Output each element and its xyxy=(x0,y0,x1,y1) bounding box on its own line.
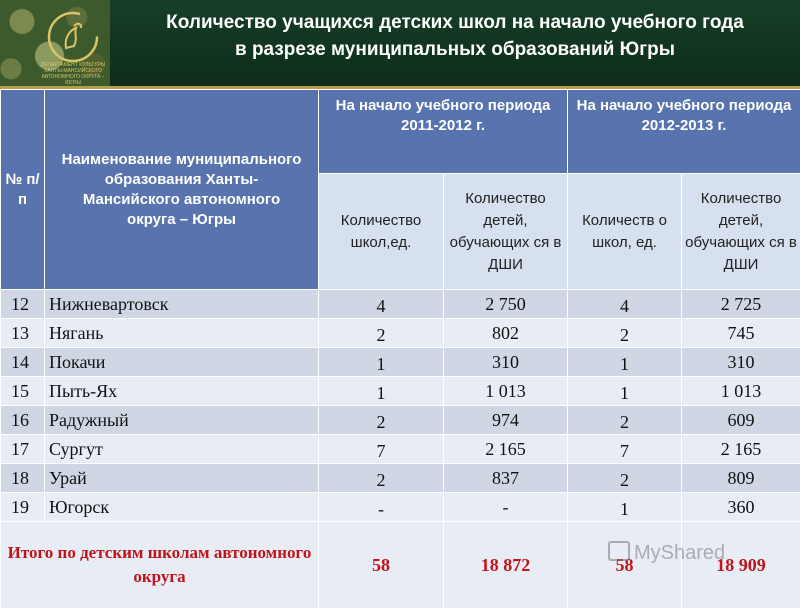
total-label: Итого по детским школам автономного округа xyxy=(1,522,319,609)
row-schools-2011: 2 xyxy=(319,319,444,348)
logo-caption: ДЕПАРТАМЕНТ КУЛЬТУРЫ ХАНТЫ-МАНСИЙСКОГО АВТОНОМНОГО ОКРУГА – ЮГРЫ xyxy=(40,62,106,86)
department-logo-icon xyxy=(44,8,102,66)
table-row xyxy=(1,435,800,464)
row-municipality: Урай xyxy=(45,464,319,493)
row-number: 15 xyxy=(1,377,45,406)
total-children-2012: 18 909 xyxy=(682,522,800,609)
row-schools-2012: 2 xyxy=(568,464,682,493)
row-children-2011: 802 xyxy=(444,319,568,348)
row-schools-2011: 7 xyxy=(319,435,444,464)
row-children-2012: 609 xyxy=(682,406,800,435)
header-schools-2012: Количеств о школ, ед. xyxy=(568,174,682,290)
total-schools-2011: 58 xyxy=(319,522,444,609)
row-schools-2012: 4 xyxy=(568,290,682,319)
table-row xyxy=(1,348,800,377)
row-municipality: Югорск xyxy=(45,493,319,522)
row-municipality: Радужный xyxy=(45,406,319,435)
row-municipality: Сургут xyxy=(45,435,319,464)
row-municipality: Нягань xyxy=(45,319,319,348)
table-row xyxy=(1,493,800,522)
row-schools-2011: 1 xyxy=(319,348,444,377)
table-row xyxy=(1,464,800,493)
row-children-2012: 809 xyxy=(682,464,800,493)
row-children-2011: 837 xyxy=(444,464,568,493)
header-period-2011: На начало учебного периода 2011-2012 г. xyxy=(319,90,568,174)
row-children-2012: 1 013 xyxy=(682,377,800,406)
row-schools-2012: 7 xyxy=(568,435,682,464)
row-children-2011: 974 xyxy=(444,406,568,435)
row-children-2011: 1 013 xyxy=(444,377,568,406)
row-schools-2012: 1 xyxy=(568,493,682,522)
header-schools-2011: Количество школ,ед. xyxy=(319,174,444,290)
row-municipality: Нижневартовск xyxy=(45,290,319,319)
row-number: 14 xyxy=(1,348,45,377)
header-number: № п/п xyxy=(1,90,45,290)
watermark xyxy=(608,541,778,567)
row-schools-2012: 1 xyxy=(568,377,682,406)
row-number: 13 xyxy=(1,319,45,348)
header-children-2012: Количество детей, обучающих ся в ДШИ xyxy=(682,174,800,290)
total-schools-2012: 58 xyxy=(568,522,682,609)
row-children-2011: 310 xyxy=(444,348,568,377)
row-number: 18 xyxy=(1,464,45,493)
row-children-2012: 2 165 xyxy=(682,435,800,464)
table-row xyxy=(1,406,800,435)
row-number: 12 xyxy=(1,290,45,319)
row-number: 17 xyxy=(1,435,45,464)
row-number: 16 xyxy=(1,406,45,435)
row-children-2012: 310 xyxy=(682,348,800,377)
slide-header xyxy=(0,0,800,86)
header-municipality: Наименование муниципального образования Ханты-Мансийского автономного округа – Югры xyxy=(45,90,319,290)
presentation-icon xyxy=(608,541,630,561)
row-children-2012: 2 725 xyxy=(682,290,800,319)
row-number: 19 xyxy=(1,493,45,522)
row-schools-2011: 2 xyxy=(319,464,444,493)
row-children-2011: 2 165 xyxy=(444,435,568,464)
row-children-2011: - xyxy=(444,493,568,522)
total-children-2011: 18 872 xyxy=(444,522,568,609)
row-municipality: Покачи xyxy=(45,348,319,377)
row-schools-2011: 1 xyxy=(319,377,444,406)
schools-table xyxy=(0,89,800,609)
row-children-2012: 360 xyxy=(682,493,800,522)
header-period-2012: На начало учебного периода 2012-2013 г. xyxy=(568,90,800,174)
table-row xyxy=(1,319,800,348)
row-schools-2011: 2 xyxy=(319,406,444,435)
watermark-text: MyShared xyxy=(634,542,725,564)
row-schools-2012: 2 xyxy=(568,406,682,435)
header-children-2011: Количество детей, обучающих ся в ДШИ xyxy=(444,174,568,290)
row-municipality: Пыть-Ях xyxy=(45,377,319,406)
page-title xyxy=(115,9,795,63)
table-row xyxy=(1,377,800,406)
title-line-2: в разрезе муниципальных образований Югры xyxy=(115,36,795,63)
row-schools-2012: 2 xyxy=(568,319,682,348)
table-row xyxy=(1,290,800,319)
row-schools-2012: 1 xyxy=(568,348,682,377)
title-line-1: Количество учащихся детских школ на начало учебного года xyxy=(115,9,795,36)
row-children-2011: 2 750 xyxy=(444,290,568,319)
row-schools-2011: 4 xyxy=(319,290,444,319)
row-schools-2011: - xyxy=(319,493,444,522)
row-children-2012: 745 xyxy=(682,319,800,348)
